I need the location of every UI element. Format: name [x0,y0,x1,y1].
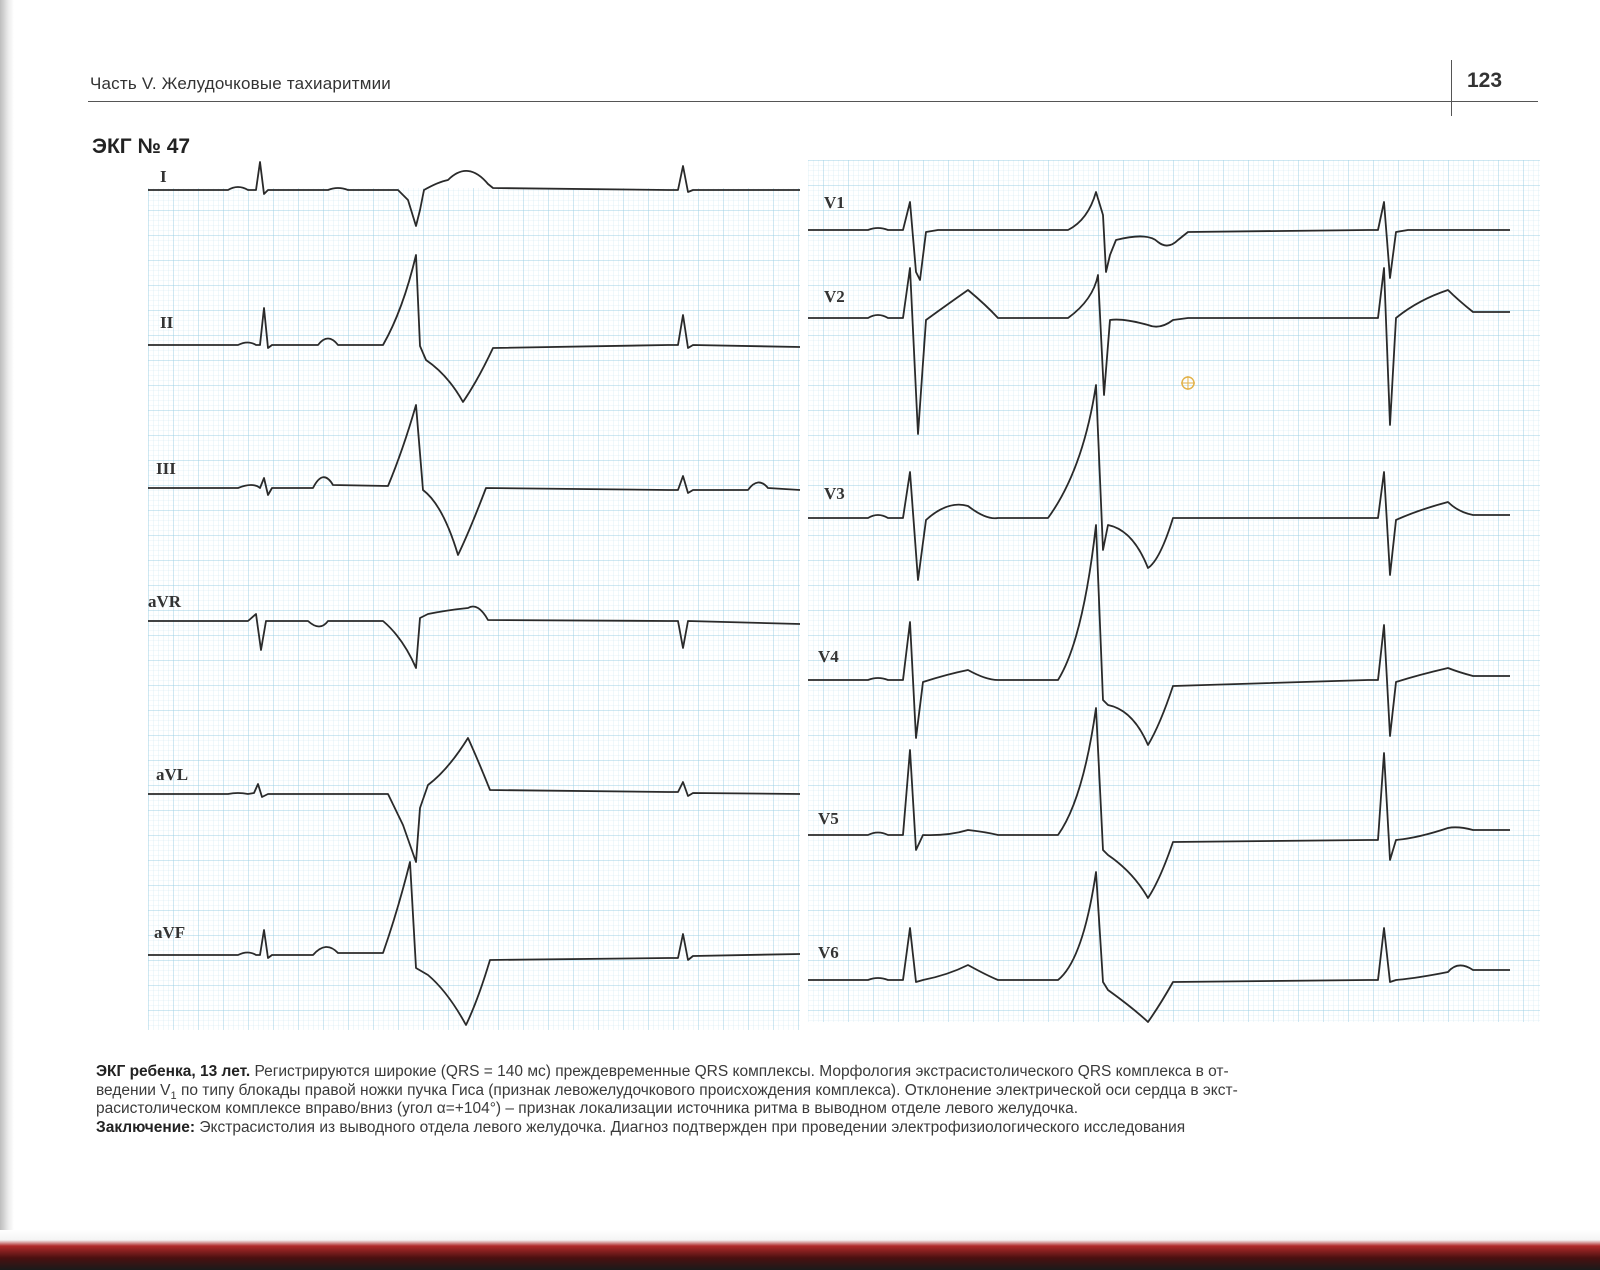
chapter-header: Часть V. Желудочковые тахиаритмии [90,74,391,93]
caption-line-1 [96,1063,1536,1082]
page-bottom-edge [0,1230,1600,1270]
lead-label-v5: V5 [818,809,839,828]
caption-lead: ЭКГ ребенка, 13 лет. [96,1063,251,1080]
lead-label-v1: V1 [824,193,845,212]
ecg-grid-right [808,160,1540,1022]
registration-mark-icon [1180,375,1196,391]
lead-label-i: I [160,167,167,186]
page-binding-shadow [0,0,14,1270]
conclusion-text: Экстрасистолия из выводного отдела левого желудочка. Диагноз подтвержден при проведении электрофизиологического исследования [199,1118,1186,1136]
ecg-grid-left [148,188,800,1030]
lead-label-avr: aVR [148,592,182,611]
caption-subscript: 1 [170,1089,177,1102]
caption-text-2: по типу блокады правой ножки пучка Гиса (признак левожелудочкового происхождения комплекса). Отклонение электрической оси сердца в экст- [180,1081,1238,1099]
lead-label-v2: V2 [824,287,845,306]
lead-label-avl: aVL [156,765,189,784]
caption-text-2-pre: ведении V [96,1081,171,1099]
ecg-title: ЭКГ № 47 [92,135,191,158]
header-vertical-divider [1451,60,1452,116]
page-number: 123 [1467,69,1503,92]
conclusion-label: Заключение: [96,1118,196,1136]
header-divider [88,101,1538,102]
lead-label-v6: V6 [818,943,839,962]
caption-line-3: расистолическом комплексе вправо/вниз (угол α=+104°) – признак локализации источника ритма в выводном отделе левого желудочка. [96,1100,1078,1117]
lead-label-ii: II [160,313,174,332]
lead-label-v3: V3 [824,484,845,503]
ecg-recording [148,160,1540,1048]
caption-text-1: Регистрируются широкие (QRS = 140 мс) преждевременные QRS комплексы. Морфология экстрасистолического QRS комплекса в от- [254,1063,1229,1080]
caption-line-2 [96,1082,1536,1101]
caption-conclusion [96,1119,1536,1138]
figure-caption [96,1063,1536,1137]
lead-label-v4: V4 [818,647,839,666]
lead-label-iii: III [156,459,176,478]
lead-label-avf: aVF [154,923,186,942]
